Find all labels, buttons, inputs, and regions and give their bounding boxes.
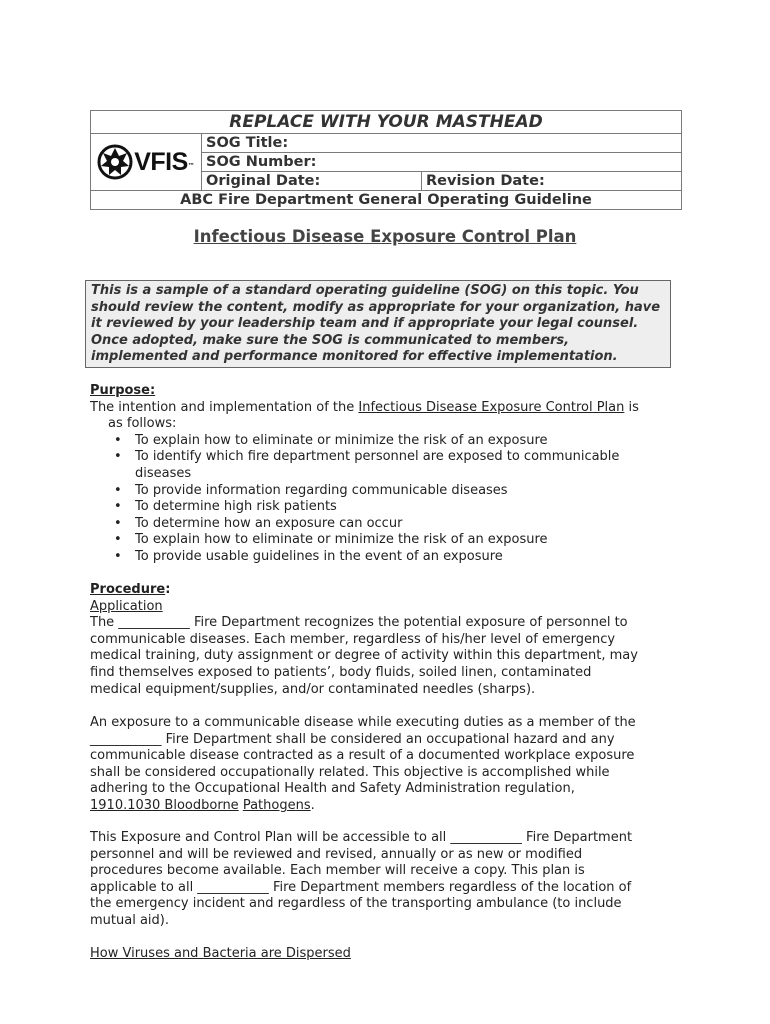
revision-date-label: Revision Date: <box>422 172 682 191</box>
dispersal-heading: How Viruses and Bacteria are Dispersed <box>90 946 351 961</box>
procedure-section <box>90 582 690 698</box>
original-date-label: Original Date: <box>202 172 422 191</box>
list-item: • To provide usable guidelines in the event of an exposure <box>90 549 690 566</box>
procedure-paragraph-2: An exposure to a communicable disease while executing duties as a member of the ___________ Fire Department shall be considered an occupational hazard and any communicable disease contracted as a result of a documented workplace exposure shall be considered occupationally related. This objective is accomplished while adhering to the Occupational Health and Safety Administration regulation, 1910.1030 Bloodborne Pathogens. <box>90 715 690 815</box>
regulation-reference: 1910.1030 Bloodborne Pathogens. <box>90 797 315 813</box>
list-item: • To provide information regarding communicable diseases <box>90 483 690 500</box>
logo-trademark: ™ <box>187 162 195 170</box>
logo-text: VFIS <box>134 148 188 176</box>
masthead-title: REPLACE WITH YOUR MASTHEAD <box>91 111 682 134</box>
masthead-table <box>90 110 682 210</box>
sog-title-label: SOG Title: <box>202 134 682 153</box>
purpose-intro: The intention and implementation of the Infectious Disease Exposure Control Plan is <box>90 399 639 415</box>
vfis-logo <box>91 134 202 191</box>
list-item-continuation: diseases <box>135 465 192 481</box>
procedure-paragraph-3: This Exposure and Control Plan will be accessible to all ___________ Fire Department personnel and will be reviewed and revised, annually or as new or modified procedures become available. Each member will receive a copy. This plan is applicable to all ___________ Fire Department members regardless of the location of the emergency incident and regardless of the transporting ambulance (to include mutual aid). <box>90 830 633 928</box>
purpose-intro-continued: as follows: <box>108 416 177 432</box>
application-subheading: Application <box>90 598 163 614</box>
purpose-section <box>90 383 690 566</box>
procedure-heading: Procedure <box>90 582 166 597</box>
vfis-maltese-cross-icon <box>97 144 133 180</box>
sample-notice-box: This is a sample of a standard operating guideline (SOG) on this topic. You should review the content, modify as appropriate for your organization, have it reviewed by your leadership team and if appropriate your legal counsel. Once adopted, make sure the SOG is communicated to members, implemented and performance monitored for effective implementation. <box>85 280 671 368</box>
procedure-paragraph-1: The ___________ Fire Department recognizes the potential exposure of personnel to communicable diseases. Each member, regardless of his/her level of emergency medical training, duty assignment or degree of activity within this department, may find themselves exposed to patients’, body fluids, soiled linen, contaminated medical equipment/supplies, and/or contaminated needles (sharps). <box>90 615 638 697</box>
purpose-bullet-list <box>90 433 690 566</box>
sog-number-label: SOG Number: <box>202 153 682 172</box>
list-item: • To determine high risk patients <box>90 499 690 516</box>
list-item: • To explain how to eliminate or minimize the risk of an exposure <box>90 433 690 450</box>
plan-name-link: Infectious Disease Exposure Control Plan <box>358 399 625 415</box>
purpose-heading: Purpose: <box>90 383 156 398</box>
department-line: ABC Fire Department General Operating Guideline <box>91 191 682 210</box>
procedure-heading-colon: : <box>165 582 171 597</box>
list-item: • To explain how to eliminate or minimize the risk of an exposure <box>90 532 690 549</box>
list-item: • To identify which fire department personnel are exposed to communicable <box>90 449 690 466</box>
list-item: • To determine how an exposure can occur <box>90 516 690 533</box>
document-title: Infectious Disease Exposure Control Plan <box>193 227 577 246</box>
